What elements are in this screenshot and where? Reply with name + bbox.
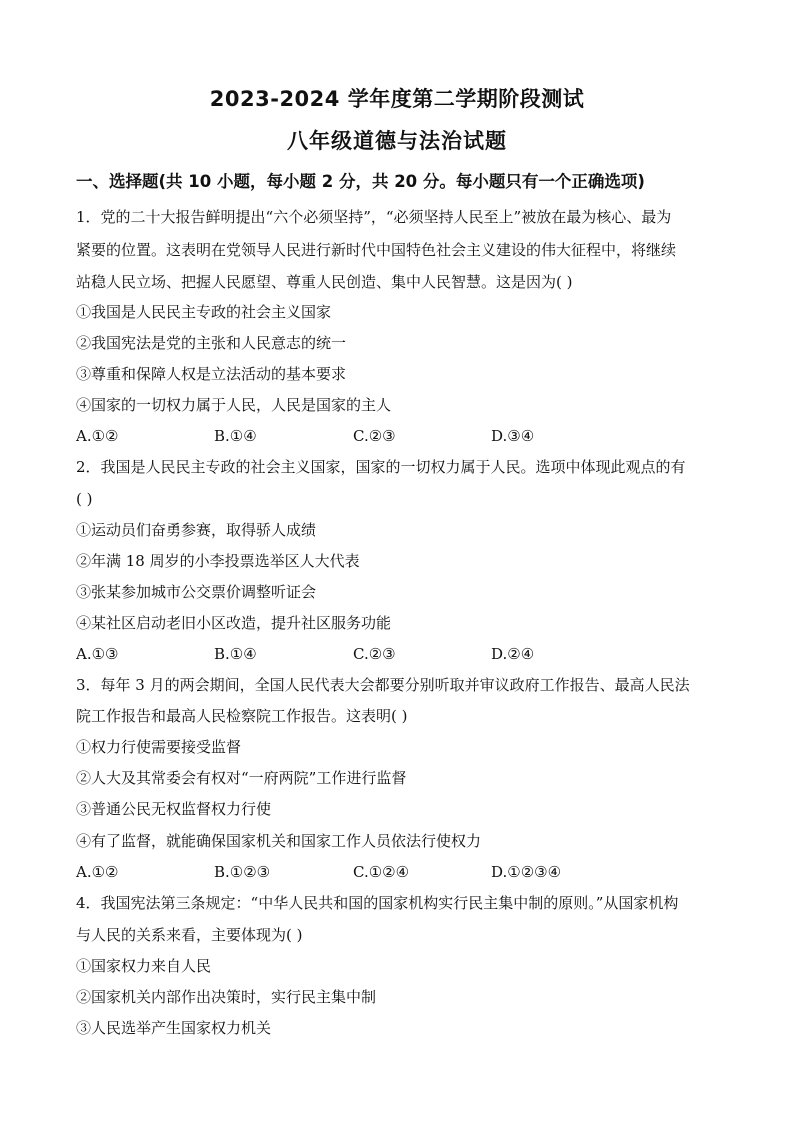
question-item: ②人大及其常委会有权对“一府两院”工作进行监督 <box>76 769 407 787</box>
option-d: D.①②③④ <box>491 863 562 881</box>
question-item: ②年满 18 周岁的小李投票选举区人大代表 <box>76 552 360 570</box>
exam-subtitle: 八年级道德与法治试题 <box>287 129 507 153</box>
question-stem-line: ( ) <box>76 490 93 508</box>
question-item: ②国家机关内部作出决策时，实行民主集中制 <box>76 988 377 1006</box>
option-b: B.①④ <box>214 645 257 663</box>
option-d: D.②④ <box>491 645 535 663</box>
section-heading: 一、选择题(共 10 小题，每小题 2 分，共 20 分。每小题只有一个正确选项) <box>76 172 645 191</box>
question-stem-line: 1．党的二十大报告鲜明提出“六个必须坚持”，“必须坚持人民至上”被放在最为核心、最为 <box>76 208 672 226</box>
option-b: B.①②③ <box>214 863 271 881</box>
question-stem-line: 2．我国是人民民主专政的社会主义国家，国家的一切权力属于人民。选项中体现此观点的有 <box>76 458 686 476</box>
question-item: ③人民选举产生国家权力机关 <box>76 1019 272 1037</box>
question-item: ②我国宪法是党的主张和人民意志的统一 <box>76 334 347 352</box>
question-item: ③普通公民无权监督权力行使 <box>76 800 272 818</box>
option-d: D.③④ <box>491 427 535 445</box>
question-item: ①运动员们奋勇参赛，取得骄人成绩 <box>76 521 317 539</box>
option-c: C.②③ <box>353 427 396 445</box>
question-item: ④某社区启动老旧小区改造，提升社区服务功能 <box>76 614 392 632</box>
question-item: ③张某参加城市公交票价调整听证会 <box>76 583 317 601</box>
question-item: ③尊重和保障人权是立法活动的基本要求 <box>76 365 347 383</box>
exam-title: 2023-2024 学年度第二学期阶段测试 <box>209 87 585 111</box>
option-a: A.①② <box>76 427 119 445</box>
option-a: A.①③ <box>76 645 119 663</box>
question-stem-line: 站稳人民立场、把握人民愿望、尊重人民创造、集中人民智慧。这是因为( ) <box>76 273 573 291</box>
question-item: ①国家权力来自人民 <box>76 957 212 975</box>
option-c: C.②③ <box>353 645 396 663</box>
question-item: ④国家的一切权力属于人民，人民是国家的主人 <box>76 396 392 414</box>
question-item: ①权力行使需要接受监督 <box>76 738 242 756</box>
question-item: ①我国是人民民主专政的社会主义国家 <box>76 303 332 321</box>
question-stem-line: 紧要的位置。这表明在党领导人民进行新时代中国特色社会主义建设的伟大征程中，将继续 <box>76 241 677 259</box>
option-a: A.①② <box>76 863 119 881</box>
question-stem-line: 院工作报告和最高人民检察院工作报告。这表明( ) <box>76 707 408 725</box>
question-stem-line: 与人民的关系来看，主要体现为( ) <box>76 926 303 944</box>
option-b: B.①④ <box>214 427 257 445</box>
question-item: ④有了监督，就能确保国家机关和国家工作人员依法行使权力 <box>76 832 482 850</box>
option-c: C.①②④ <box>353 863 410 881</box>
question-stem-line: 3．每年 3 月的两会期间，全国人民代表大会都要分别听取并审议政府工作报告、最高人民法 <box>76 676 690 694</box>
question-stem-line: 4．我国宪法第三条规定：“中华人民共和国的国家机构实行民主集中制的原则。”从国家机构 <box>76 894 679 912</box>
